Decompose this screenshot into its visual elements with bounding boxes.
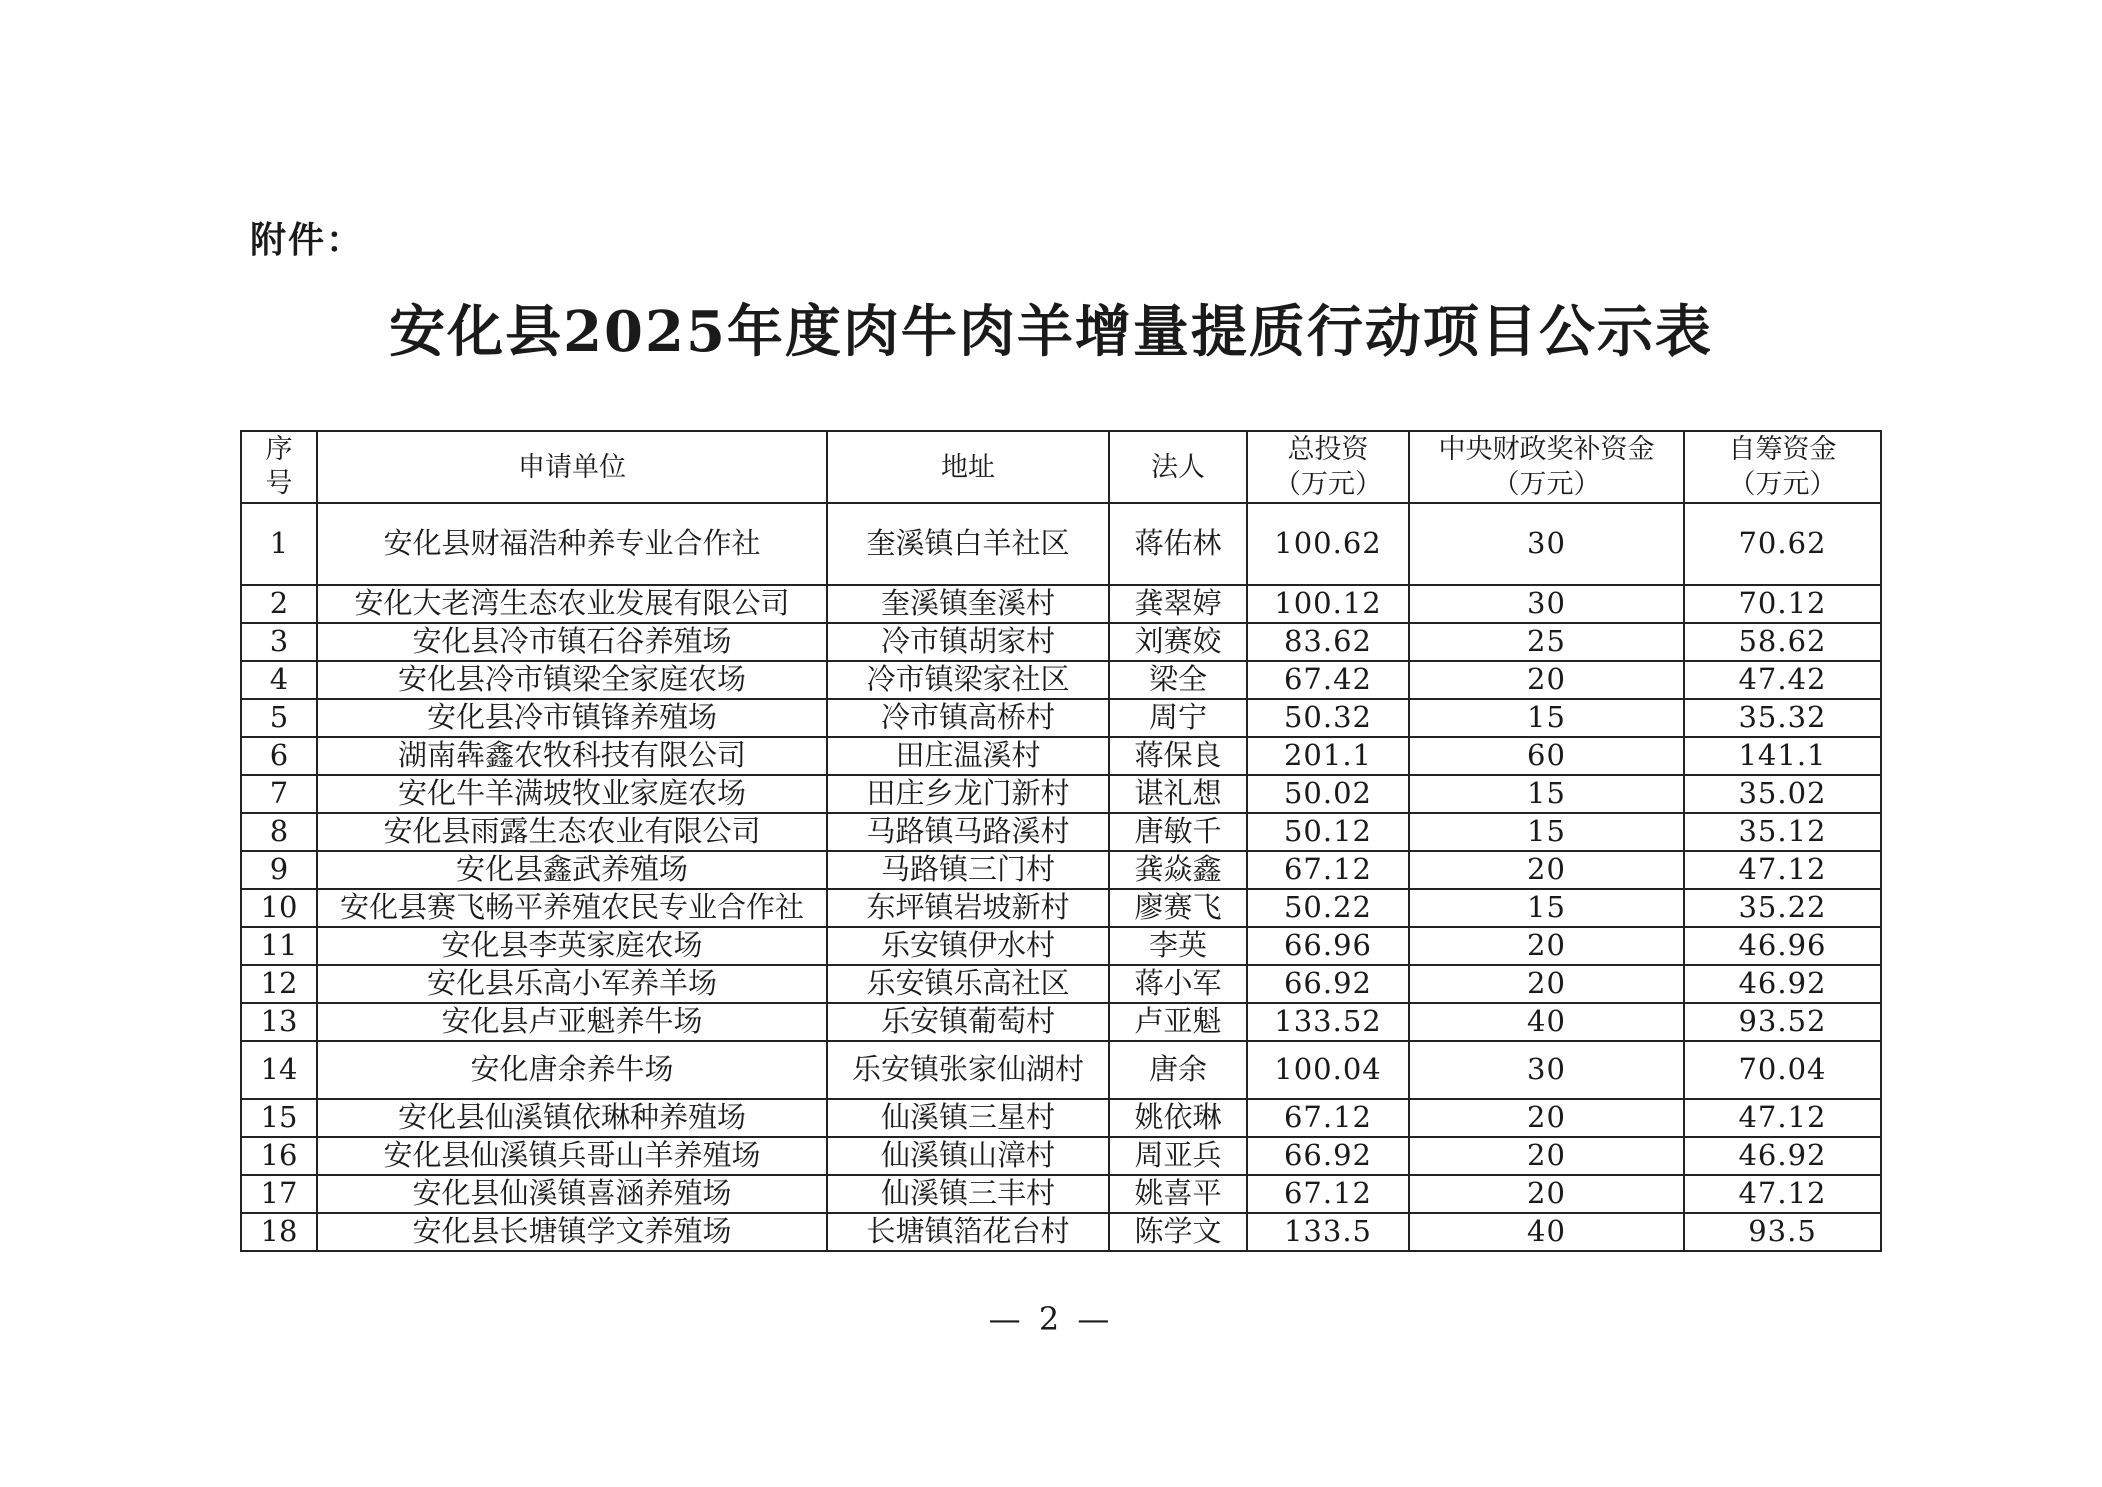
cell-self: 35.32	[1684, 699, 1881, 737]
cell-total: 100.62	[1247, 503, 1409, 585]
cell-legal: 姚喜平	[1109, 1175, 1247, 1213]
cell-self: 47.12	[1684, 1175, 1881, 1213]
cell-subsidy: 15	[1409, 889, 1684, 927]
cell-legal: 廖赛飞	[1109, 889, 1247, 927]
cell-subsidy: 40	[1409, 1213, 1684, 1251]
cell-unit: 安化县仙溪镇兵哥山羊养殖场	[317, 1137, 827, 1175]
cell-legal: 蒋小军	[1109, 965, 1247, 1003]
table-row	[241, 775, 1881, 813]
cell-address: 长塘镇箔花台村	[827, 1213, 1109, 1251]
project-table	[240, 430, 1882, 1252]
table-row	[241, 927, 1881, 965]
cell-self: 93.5	[1684, 1213, 1881, 1251]
cell-subsidy: 25	[1409, 623, 1684, 661]
cell-no: 2	[241, 585, 317, 623]
cell-subsidy: 15	[1409, 699, 1684, 737]
cell-self: 35.02	[1684, 775, 1881, 813]
cell-no: 13	[241, 1003, 317, 1041]
header-unit: 申请单位	[317, 431, 827, 503]
table-row	[241, 1099, 1881, 1137]
cell-address: 马路镇马路溪村	[827, 813, 1109, 851]
cell-no: 3	[241, 623, 317, 661]
cell-self: 46.92	[1684, 965, 1881, 1003]
cell-unit: 安化县鑫武养殖场	[317, 851, 827, 889]
cell-total: 67.12	[1247, 851, 1409, 889]
cell-total: 100.12	[1247, 585, 1409, 623]
cell-legal: 龚焱鑫	[1109, 851, 1247, 889]
table-row	[241, 661, 1881, 699]
cell-subsidy: 30	[1409, 585, 1684, 623]
cell-total: 133.5	[1247, 1213, 1409, 1251]
cell-self: 46.96	[1684, 927, 1881, 965]
table-row	[241, 813, 1881, 851]
cell-unit: 安化大老湾生态农业发展有限公司	[317, 585, 827, 623]
cell-subsidy: 60	[1409, 737, 1684, 775]
table-row	[241, 1003, 1881, 1041]
cell-subsidy: 20	[1409, 661, 1684, 699]
cell-subsidy: 15	[1409, 775, 1684, 813]
cell-no: 11	[241, 927, 317, 965]
cell-self: 35.22	[1684, 889, 1881, 927]
table-row	[241, 503, 1881, 585]
cell-no: 7	[241, 775, 317, 813]
cell-no: 6	[241, 737, 317, 775]
cell-total: 66.96	[1247, 927, 1409, 965]
cell-address: 仙溪镇山漳村	[827, 1137, 1109, 1175]
cell-self: 47.12	[1684, 851, 1881, 889]
header-self: 自筹资金 （万元）	[1684, 431, 1881, 503]
cell-legal: 李英	[1109, 927, 1247, 965]
cell-address: 马路镇三门村	[827, 851, 1109, 889]
header-seq: 序 号	[241, 431, 317, 503]
cell-unit: 安化县冷市镇梁全家庭农场	[317, 661, 827, 699]
cell-subsidy: 20	[1409, 1099, 1684, 1137]
cell-no: 12	[241, 965, 317, 1003]
header-legal: 法人	[1109, 431, 1247, 503]
cell-legal: 姚依琳	[1109, 1099, 1247, 1137]
cell-self: 58.62	[1684, 623, 1881, 661]
cell-legal: 卢亚魁	[1109, 1003, 1247, 1041]
table-row	[241, 889, 1881, 927]
cell-subsidy: 40	[1409, 1003, 1684, 1041]
cell-subsidy: 20	[1409, 927, 1684, 965]
table-row	[241, 965, 1881, 1003]
cell-address: 乐安镇乐高社区	[827, 965, 1109, 1003]
cell-self: 93.52	[1684, 1003, 1881, 1041]
cell-subsidy: 20	[1409, 965, 1684, 1003]
cell-total: 66.92	[1247, 965, 1409, 1003]
cell-no: 16	[241, 1137, 317, 1175]
cell-address: 冷市镇胡家村	[827, 623, 1109, 661]
cell-unit: 安化县仙溪镇依琳种养殖场	[317, 1099, 827, 1137]
header-total: 总投资 （万元）	[1247, 431, 1409, 503]
cell-no: 9	[241, 851, 317, 889]
table-row	[241, 851, 1881, 889]
cell-no: 18	[241, 1213, 317, 1251]
cell-address: 仙溪镇三丰村	[827, 1175, 1109, 1213]
cell-self: 46.92	[1684, 1137, 1881, 1175]
cell-address: 乐安镇张家仙湖村	[827, 1041, 1109, 1099]
cell-total: 67.12	[1247, 1099, 1409, 1137]
cell-self: 70.62	[1684, 503, 1881, 585]
cell-legal: 陈学文	[1109, 1213, 1247, 1251]
cell-unit: 安化县冷市镇石谷养殖场	[317, 623, 827, 661]
cell-address: 田庄温溪村	[827, 737, 1109, 775]
cell-unit: 安化县冷市镇锋养殖场	[317, 699, 827, 737]
cell-legal: 周宁	[1109, 699, 1247, 737]
cell-address: 冷市镇梁家社区	[827, 661, 1109, 699]
cell-self: 35.12	[1684, 813, 1881, 851]
cell-subsidy: 30	[1409, 503, 1684, 585]
cell-address: 奎溪镇奎溪村	[827, 585, 1109, 623]
cell-address: 奎溪镇白羊社区	[827, 503, 1109, 585]
cell-total: 67.42	[1247, 661, 1409, 699]
cell-legal: 唐余	[1109, 1041, 1247, 1099]
cell-unit: 安化唐余养牛场	[317, 1041, 827, 1099]
table-row	[241, 1213, 1881, 1251]
table-row	[241, 1175, 1881, 1213]
cell-self: 47.42	[1684, 661, 1881, 699]
cell-subsidy: 20	[1409, 1175, 1684, 1213]
cell-unit: 安化县赛飞畅平养殖农民专业合作社	[317, 889, 827, 927]
cell-unit: 安化县长塘镇学文养殖场	[317, 1213, 827, 1251]
cell-subsidy: 30	[1409, 1041, 1684, 1099]
cell-legal: 刘赛姣	[1109, 623, 1247, 661]
cell-self: 141.1	[1684, 737, 1881, 775]
cell-no: 14	[241, 1041, 317, 1099]
cell-no: 15	[241, 1099, 317, 1137]
document-title: 安化县2025年度肉牛肉羊增量提质行动项目公示表	[389, 299, 1713, 365]
cell-total: 67.12	[1247, 1175, 1409, 1213]
cell-legal: 蒋佑林	[1109, 503, 1247, 585]
cell-unit: 安化县李英家庭农场	[317, 927, 827, 965]
cell-no: 5	[241, 699, 317, 737]
cell-no: 1	[241, 503, 317, 585]
table-row	[241, 737, 1881, 775]
header-address: 地址	[827, 431, 1109, 503]
cell-legal: 蒋保良	[1109, 737, 1247, 775]
page-number: — 2 —	[988, 1300, 1114, 1338]
cell-total: 133.52	[1247, 1003, 1409, 1041]
cell-total: 66.92	[1247, 1137, 1409, 1175]
cell-address: 冷市镇高桥村	[827, 699, 1109, 737]
cell-address: 仙溪镇三星村	[827, 1099, 1109, 1137]
cell-self: 47.12	[1684, 1099, 1881, 1137]
cell-no: 10	[241, 889, 317, 927]
cell-subsidy: 20	[1409, 851, 1684, 889]
table-row	[241, 585, 1881, 623]
cell-total: 83.62	[1247, 623, 1409, 661]
cell-unit: 安化牛羊满坡牧业家庭农场	[317, 775, 827, 813]
cell-total: 201.1	[1247, 737, 1409, 775]
cell-legal: 周亚兵	[1109, 1137, 1247, 1175]
cell-address: 东坪镇岩坡新村	[827, 889, 1109, 927]
cell-legal: 唐敏千	[1109, 813, 1247, 851]
table-header-row	[241, 431, 1881, 503]
cell-unit: 安化县雨露生态农业有限公司	[317, 813, 827, 851]
cell-total: 50.22	[1247, 889, 1409, 927]
cell-subsidy: 15	[1409, 813, 1684, 851]
cell-no: 4	[241, 661, 317, 699]
cell-address: 田庄乡龙门新村	[827, 775, 1109, 813]
cell-no: 8	[241, 813, 317, 851]
cell-address: 乐安镇伊水村	[827, 927, 1109, 965]
table-row	[241, 623, 1881, 661]
cell-unit: 安化县乐高小军养羊场	[317, 965, 827, 1003]
cell-total: 50.12	[1247, 813, 1409, 851]
cell-address: 乐安镇葡萄村	[827, 1003, 1109, 1041]
cell-legal: 龚翠婷	[1109, 585, 1247, 623]
cell-legal: 谌礼想	[1109, 775, 1247, 813]
table-row	[241, 1137, 1881, 1175]
cell-total: 50.32	[1247, 699, 1409, 737]
header-subsidy: 中央财政奖补资金 （万元）	[1409, 431, 1684, 503]
cell-unit: 安化县仙溪镇喜涵养殖场	[317, 1175, 827, 1213]
cell-total: 50.02	[1247, 775, 1409, 813]
cell-unit: 安化县财福浩种养专业合作社	[317, 503, 827, 585]
cell-legal: 梁全	[1109, 661, 1247, 699]
cell-unit: 湖南犇鑫农牧科技有限公司	[317, 737, 827, 775]
cell-subsidy: 20	[1409, 1137, 1684, 1175]
table-row	[241, 1041, 1881, 1099]
attachment-label: 附件：	[250, 220, 365, 261]
cell-self: 70.12	[1684, 585, 1881, 623]
table-row	[241, 699, 1881, 737]
cell-unit: 安化县卢亚魁养牛场	[317, 1003, 827, 1041]
cell-self: 70.04	[1684, 1041, 1881, 1099]
cell-no: 17	[241, 1175, 317, 1213]
cell-total: 100.04	[1247, 1041, 1409, 1099]
